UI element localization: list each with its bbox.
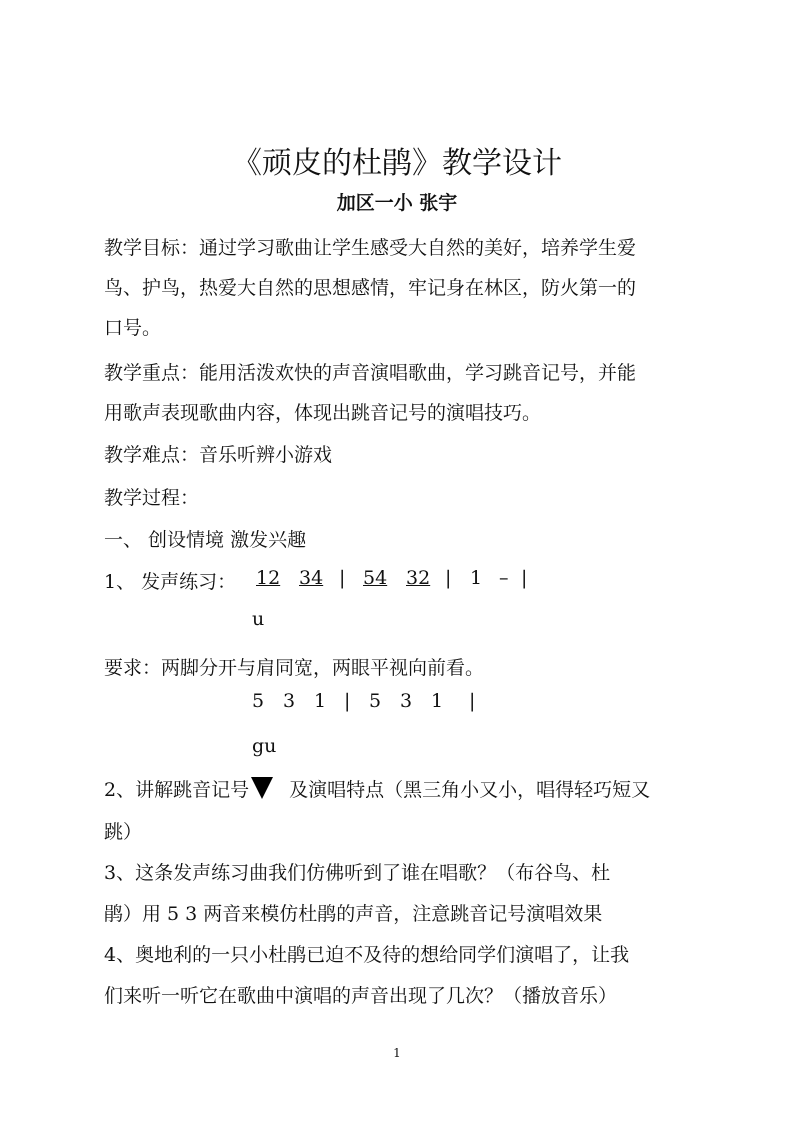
author-line: 加区一小 张宇 (336, 192, 458, 214)
note: 5 (252, 690, 265, 712)
bar-line: | (521, 567, 528, 589)
teaching-difficulty: 教学难点：音乐听辨小游戏 (104, 444, 333, 466)
staccato-triangle-icon (251, 777, 273, 799)
syllable-u: u (252, 608, 265, 630)
teaching-focus-line-1: 教学重点：能用活泼欢快的声音演唱歌曲，学习跳音记号，并能 (104, 362, 637, 384)
item-2-line-2: 跳） (104, 821, 143, 843)
note-group: 32 (406, 567, 431, 589)
teaching-goal-line-3: 口号。 (104, 317, 162, 339)
item-1-label: 1、 发声练习： (104, 571, 237, 593)
item-2-text-before: 2、讲解跳音记号 (104, 779, 250, 801)
page-number: 1 (393, 1046, 401, 1060)
teaching-process-label: 教学过程： (104, 487, 200, 509)
bar-line: | (344, 690, 351, 712)
item-3-line-2: 鹃）用 5 3 两音来模仿杜鹃的声音，注意跳音记号演唱效果 (104, 903, 603, 925)
document-title: 《顽皮的杜鹃》教学设计 (232, 146, 562, 181)
teaching-goal-line-2: 鸟、护鸟，热爱大自然的思想感情，牢记身在林区，防火第一的 (104, 277, 637, 299)
item-4-line-1: 4、奥地利的一只小杜鹃已迫不及待的想给同学们演唱了，让我 (104, 944, 630, 966)
note: 3 (400, 690, 413, 712)
teaching-goal-line-1: 教学目标：通过学习歌曲让学生感受大自然的美好，培养学生爱 (104, 237, 637, 259)
bar-line: | (445, 567, 452, 589)
note: 1 (431, 690, 444, 712)
note-group: 34 (299, 567, 324, 589)
note: 5 (369, 690, 382, 712)
item-2-line-1 (104, 775, 650, 802)
hold-dash: – (499, 567, 509, 589)
note: 1 (470, 567, 483, 589)
note-group: 12 (256, 567, 281, 589)
note: 1 (314, 690, 327, 712)
item-3-line-1: 3、这条发声练习曲我们仿佛听到了谁在唱歌？（布谷鸟、杜 (104, 862, 611, 884)
syllable-gu: gu (252, 735, 277, 757)
note: 3 (283, 690, 296, 712)
requirement-line: 要求：两脚分开与肩同宽，两眼平视向前看。 (104, 657, 485, 679)
section-one-heading: 一、 创设情境 激发兴趣 (104, 529, 307, 551)
bar-line: | (339, 567, 346, 589)
bar-line: | (469, 690, 476, 712)
item-2-text-after: 及演唱特点（黑三角小又小，唱得轻巧短又 (289, 779, 651, 801)
item-4-line-2: 们来听一听它在歌曲中演唱的声音出现了几次？（播放音乐） (104, 985, 618, 1007)
note-group: 54 (363, 567, 388, 589)
teaching-focus-line-2: 用歌声表现歌曲内容，体现出跳音记号的演唱技巧。 (104, 402, 542, 424)
